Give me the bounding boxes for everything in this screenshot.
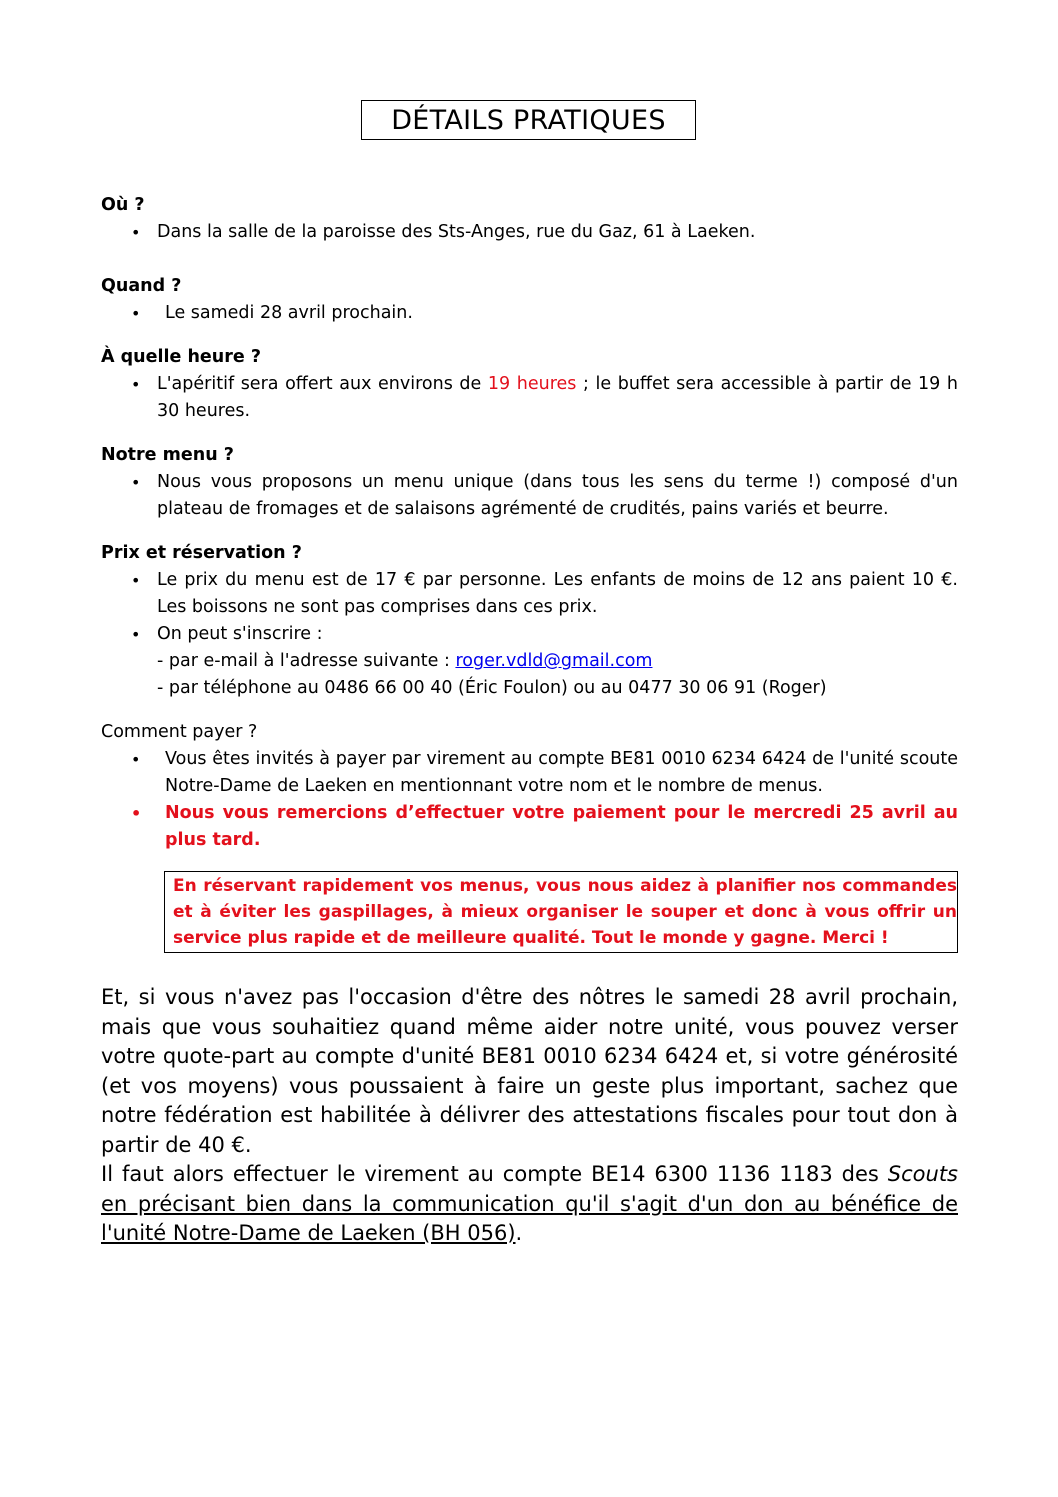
bullet-icon: • bbox=[131, 473, 141, 492]
para-text: Il faut alors effectuer le virement au compte BE14 6300 1136 1183 des bbox=[101, 1162, 888, 1186]
item-text: - par e-mail à l'adresse suivante : bbox=[157, 651, 456, 671]
list-when bbox=[101, 300, 958, 327]
list-item bbox=[101, 567, 958, 621]
heading-where: Où ? bbox=[101, 195, 145, 215]
item-text: ; le buffet sera accessible à partir de 19 h 30 heures. bbox=[157, 374, 959, 421]
list-item bbox=[101, 300, 958, 327]
bullet-icon: • bbox=[131, 223, 141, 242]
para-text: . bbox=[515, 1221, 523, 1245]
heading-payment: Comment payer ? bbox=[101, 722, 258, 742]
signup-phone-line: - par téléphone au 0486 66 00 40 (Éric Foulon) ou au 0477 30 06 91 (Roger) bbox=[157, 678, 827, 698]
email-link[interactable]: roger.vdld@gmail.com bbox=[455, 651, 653, 671]
heading-price: Prix et réservation ? bbox=[101, 543, 302, 563]
para-text-underlined: en précisant bien dans la communication qu'il s'agit d'un don au bénéfice de l'unité Notre-Dame de Laeken (BH 056) bbox=[101, 1191, 958, 1245]
bullet-icon: • bbox=[131, 375, 141, 394]
item-text: On peut s'inscrire : bbox=[157, 624, 323, 644]
item-text: Nous vous remercions d’effectuer votre paiement pour le mercredi 25 avril au plus tard. bbox=[165, 803, 958, 850]
list-item bbox=[101, 621, 958, 702]
highlight-time: 19 heures bbox=[487, 374, 577, 394]
bullet-icon: • bbox=[131, 625, 141, 644]
document-body bbox=[101, 192, 958, 1249]
list-time bbox=[101, 371, 958, 425]
para-text-italic: Scouts bbox=[887, 1162, 958, 1186]
closing-paragraph-donation bbox=[101, 1160, 958, 1249]
item-text: L'apéritif sera offert aux environs de bbox=[157, 374, 488, 394]
list-item bbox=[101, 371, 958, 425]
list-price bbox=[101, 567, 958, 702]
item-text: Dans la salle de la paroisse des Sts-Anges, rue du Gaz, 61 à Laeken. bbox=[157, 222, 756, 242]
heading-when: Quand ? bbox=[101, 276, 182, 296]
list-item bbox=[101, 746, 958, 800]
bullet-icon: • bbox=[131, 571, 141, 590]
item-text: Le prix du menu est de 17 € par personne. Les enfants de moins de 12 ans paient 10 €. Les boissons ne sont pas comprises dans ces prix. bbox=[157, 570, 958, 617]
list-where bbox=[101, 219, 958, 246]
bullet-icon: • bbox=[131, 304, 141, 323]
list-menu bbox=[101, 469, 958, 523]
page-title: DÉTAILS PRATIQUES bbox=[361, 100, 696, 140]
list-item bbox=[101, 800, 958, 854]
notice-box: En réservant rapidement vos menus, vous nous aidez à planifier nos commandes et à éviter les gaspillages, à mieux organiser le souper et donc à vous offrir un service plus rapide et de meilleure qualité. Tout le monde y gagne. Merci ! bbox=[164, 871, 958, 953]
item-text: Nous vous proposons un menu unique (dans tous les sens du terme !) composé d'un plateau de fromages et de salaisons agrémenté de crudités, pains variés et beurre. bbox=[157, 472, 958, 519]
item-text: Vous êtes invités à payer par virement au compte BE81 0010 6234 6424 de l'unité scoute Notre-Dame de Laeken en mentionnant votre nom et le nombre de menus. bbox=[165, 749, 958, 796]
bullet-icon: • bbox=[131, 750, 141, 769]
list-item bbox=[101, 469, 958, 523]
heading-menu: Notre menu ? bbox=[101, 445, 234, 465]
bullet-icon: • bbox=[131, 804, 142, 823]
signup-email-line bbox=[157, 648, 958, 675]
item-text: Le samedi 28 avril prochain. bbox=[165, 303, 413, 323]
list-item bbox=[101, 219, 958, 246]
heading-time: À quelle heure ? bbox=[101, 347, 261, 367]
list-payment bbox=[101, 746, 958, 854]
closing-paragraph: Et, si vous n'avez pas l'occasion d'être des nôtres le samedi 28 avril prochain, mais que vous souhaitiez quand même aider notre unité, vous pouvez verser votre quote-part au compte d'unité BE81 0010 6234 6424 et, si votre générosité (et vos moyens) vous poussaient à faire un geste plus important, sachez que notre fédération est habilitée à délivrer des attestations fiscales pour tout don à partir de 40 €. bbox=[101, 985, 958, 1157]
